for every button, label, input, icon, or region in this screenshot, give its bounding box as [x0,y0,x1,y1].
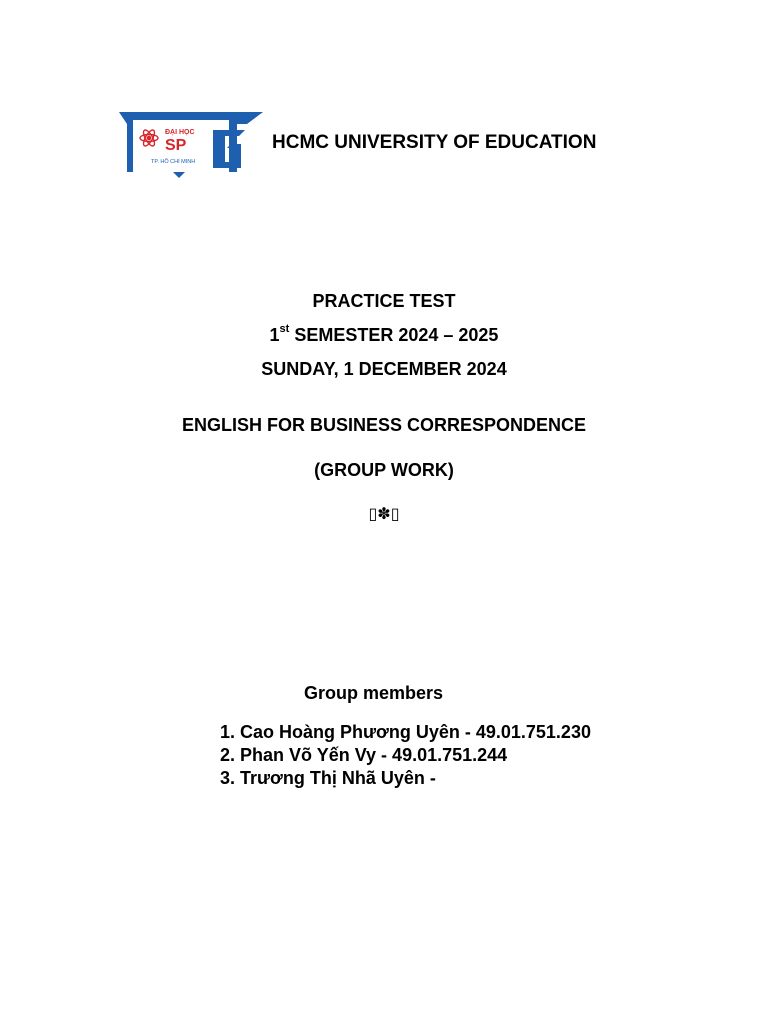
group-members-list [220,721,591,790]
subject-title: ENGLISH FOR BUSINESS CORRESPONDENCE [181,415,587,435]
ornament-divider: ▯✽▯ [368,504,400,523]
list-item: 1. Cao Hoàng Phương Uyên - 49.01.751.230 [220,722,591,742]
logo-top-text: ĐẠI HỌC [165,129,195,136]
semester-suffix: st [279,323,290,335]
logo-bottom-text: TP. HỒ CHÍ MINH [151,159,196,165]
logo-main-text: SP [165,137,187,154]
group-members-heading: Group members [304,683,444,703]
university-logo [115,108,265,182]
semester-text: SEMESTER 2024 – 2025 [289,325,499,345]
test-date: SUNDAY, 1 DECEMBER 2024 [261,359,507,379]
semester-number: 1 [269,325,280,345]
test-title: PRACTICE TEST [312,291,456,311]
semester-line [0,325,768,346]
university-name: HCMC UNIVERSITY OF EDUCATION [272,132,597,153]
list-item: 2. Phan Võ Yến Vy - 49.01.751.244 [220,745,508,765]
group-work-label: (GROUP WORK) [314,460,454,480]
list-item: 3. Trương Thị Nhã Uyên - [220,768,436,788]
